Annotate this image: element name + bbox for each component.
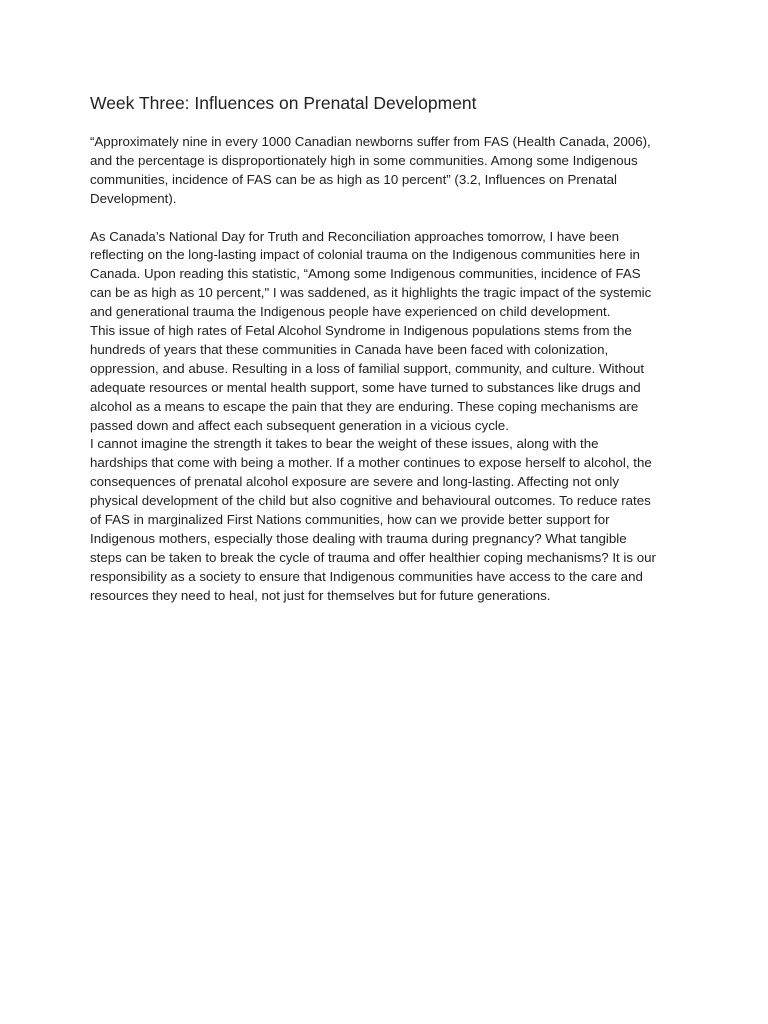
document-body [90, 133, 690, 606]
paragraph-fas-causes: This issue of high rates of Fetal Alcohol Syndrome in Indigenous populations stems from the hundreds of years that these communities in Canada have been faced with colonization, oppression, and abuse. Resulting in a loss of familial support, community, and culture. Without adequate resources or mental health support, some have turned to substances like drugs and alcohol as a means to escape the pain that they are enduring. These coping mechanisms are passed down and affect each subsequent generation in a vicious cycle. [90, 323, 645, 433]
paragraph-quote: “Approximately nine in every 1000 Canadian newborns suffer from FAS (Health Canada, 2006), and the percentage is disproportionately high in some communities. Among some Indigenous communities, incidence of FAS can be as high as 10 percent” (3.2, Influences on Prenatal Development). [90, 134, 651, 206]
paragraph-support: I cannot imagine the strength it takes to bear the weight of these issues, along with the hardships that come with being a mother. If a mother continues to expose herself to alcohol, the consequences of prenatal alcohol exposure are severe and long-lasting. Affecting not only physical development of the child but also cognitive and behavioural outcomes. To reduce rates of FAS in marginalized First Nations communities, how can we provide better support for Indigenous mothers, especially those dealing with trauma during pregnancy? What tangible steps can be taken to break the cycle of trauma and offer healthier coping mechanisms? It is our responsibility as a society to ensure that Indigenous communities have access to the care and resources they need to heal, not just for themselves but for future generations. [90, 436, 656, 603]
paragraph-reflection: As Canada’s National Day for Truth and Reconciliation approaches tomorrow, I have been reflecting on the long-lasting impact of colonial trauma on the Indigenous communities here in Canada. Upon reading this statistic, “Among some Indigenous communities, incidence of FAS can be as high as 10 percent," I was saddened, as it highlights the tragic impact of the systemic and generational trauma the Indigenous people have experienced on child development. [90, 228, 652, 320]
document-title: Week Three: Influences on Prenatal Development [90, 93, 477, 113]
